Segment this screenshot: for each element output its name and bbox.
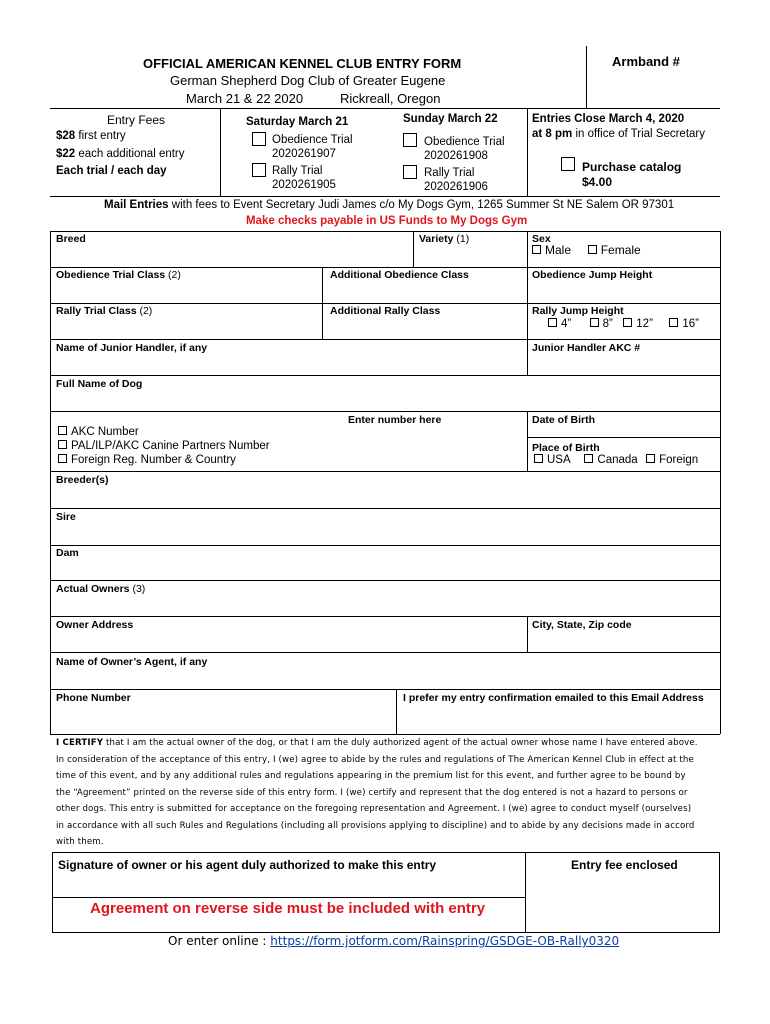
- female-checkbox[interactable]: [588, 245, 597, 254]
- online-entry-link[interactable]: https://form.jotform.com/Rainspring/GSDGE-OB-Rally0320: [270, 934, 620, 948]
- saturday-rally-label: Rally Trial: [272, 165, 323, 177]
- enter-number-label: Enter number here: [348, 414, 442, 426]
- jump-16-checkbox[interactable]: [669, 318, 678, 327]
- grid-left-border: [50, 231, 51, 734]
- agent-label: Name of Owner’s Agent, if any: [56, 656, 208, 668]
- saturday-rally-number: 2020261905: [272, 179, 336, 191]
- saturday-obedience-label: Obedience Trial: [272, 134, 353, 146]
- entry-fee-enclosed-label: Entry fee enclosed: [571, 858, 678, 872]
- sire-label: Sire: [56, 511, 76, 523]
- foreign-reg-option: Foreign Reg. Number & Country: [58, 454, 236, 466]
- grid-right-border: [720, 231, 721, 734]
- agreement-notice: Agreement on reverse side must be included with entry: [90, 900, 486, 917]
- sunday-rally-number: 2020261906: [424, 181, 488, 193]
- dob-label: Date of Birth: [532, 414, 595, 426]
- obedience-class-label: Obedience Trial Class (2): [56, 269, 181, 281]
- event-dates: March 21 & 22 2020: [186, 91, 304, 106]
- usa-checkbox[interactable]: [534, 454, 543, 463]
- foreign-checkbox[interactable]: [646, 454, 655, 463]
- online-prefix: Or enter online :: [168, 934, 271, 948]
- place-of-birth-label: Place of Birth: [532, 442, 600, 454]
- breed-label: Breed: [56, 233, 86, 245]
- male-checkbox[interactable]: [532, 245, 541, 254]
- certify-paragraph: I CERTIFY that I am the actual owner of the dog, or that I am the duly authorized agent of the actual owner whose name I have entered above. In consideration of the acceptance of this entry, I (we) agree to abide by the rules and regulations of The American Kennel Club in effect at the time of this event, and by any additional rules and regulations appearing in the premium list for this event, and further agree to be bound by the “Agreement” printed on the reverse side of this entry form. I (we) certify and represent that the dog entered is not a hazard to persons or other dogs. This entry is submitted for acceptance on the foregoing representation and Agreement. I (we) agree to conduct myself (ourselves) in accordance with all such Rules and Regulations (including all provisions applying to discipline) and to abide by any decisions made in accord with them.: [56, 738, 698, 847]
- sunday-heading: Sunday March 22: [403, 113, 498, 125]
- junior-handler-label: Name of Junior Handler, if any: [56, 342, 208, 354]
- owner-address-label: Owner Address: [56, 619, 134, 631]
- sunday-obedience-label: Obedience Trial: [424, 136, 505, 148]
- saturday-heading: Saturday March 21: [246, 116, 349, 128]
- club-name: German Shepherd Dog Club of Greater Eugene: [170, 73, 446, 88]
- saturday-rally-checkbox[interactable]: [252, 163, 266, 177]
- armband-divider: [586, 46, 587, 108]
- mail-instructions: Mail Entries with fees to Event Secretary Judi James c/o My Dogs Gym, 1265 Summer St NE Salem OR 97301: [104, 199, 675, 211]
- breeders-label: Breeder(s): [56, 474, 109, 486]
- akc-number-option: AKC Number: [58, 426, 139, 438]
- fee-additional: $22 each additional entry: [56, 148, 185, 160]
- male-label: Male: [545, 243, 572, 257]
- sunday-rally-checkbox[interactable]: [403, 165, 417, 179]
- saturday-obedience-number: 2020261907: [272, 148, 336, 160]
- jump-12-checkbox[interactable]: [623, 318, 632, 327]
- rally-jump-options: 4” 8” 12” 16”: [548, 318, 699, 330]
- canada-checkbox[interactable]: [584, 454, 593, 463]
- rally-jump-label: Rally Jump Height: [532, 305, 624, 317]
- purchase-catalog-price: $4.00: [582, 175, 613, 189]
- purchase-catalog-label: Purchase catalog: [582, 160, 682, 174]
- sex-options: [532, 243, 641, 257]
- phone-label: Phone Number: [56, 692, 131, 704]
- rally-class-label: Rally Trial Class (2): [56, 305, 153, 317]
- jump-8-checkbox[interactable]: [590, 318, 599, 327]
- obedience-jump-label: Obedience Jump Height: [532, 269, 653, 281]
- jump-4-checkbox[interactable]: [548, 318, 557, 327]
- signature-label: Signature of owner or his agent duly authorized to make this entry: [58, 858, 437, 872]
- sex-label: Sex: [532, 233, 551, 245]
- junior-akc-label: Junior Handler AKC #: [532, 342, 641, 354]
- entries-close-heading: Entries Close March 4, 2020: [532, 113, 685, 125]
- pal-checkbox[interactable]: [58, 440, 67, 449]
- top-line: [50, 108, 720, 109]
- place-of-birth-options: USA Canada Foreign: [534, 454, 698, 466]
- form-title: OFFICIAL AMERICAN KENNEL CLUB ENTRY FORM: [143, 56, 462, 71]
- pal-option: PAL/ILP/AKC Canine Partners Number: [58, 440, 270, 452]
- sunday-rally-label: Rally Trial: [424, 167, 475, 179]
- akc-number-checkbox[interactable]: [58, 426, 67, 435]
- saturday-obedience-checkbox[interactable]: [252, 132, 266, 146]
- additional-obedience-label: Additional Obedience Class: [330, 269, 469, 281]
- female-label: Female: [600, 243, 641, 257]
- additional-rally-label: Additional Rally Class: [330, 305, 441, 317]
- sunday-obedience-checkbox[interactable]: [403, 133, 417, 147]
- fee-first: $28 first entry: [56, 130, 126, 142]
- armband-label: Armband #: [612, 54, 680, 69]
- variety-label: Variety (1): [419, 233, 470, 245]
- dam-label: Dam: [56, 547, 79, 559]
- online-entry: [168, 934, 619, 948]
- foreign-reg-checkbox[interactable]: [58, 454, 67, 463]
- full-name-label: Full Name of Dog: [56, 378, 143, 390]
- checks-payable: Make checks payable in US Funds to My Dogs Gym: [246, 215, 528, 227]
- purchase-catalog-checkbox[interactable]: [561, 157, 575, 171]
- owners-label: Actual Owners (3): [56, 583, 146, 595]
- fee-each-trial: Each trial / each day: [56, 165, 167, 177]
- event-location: Rickreall, Oregon: [340, 91, 441, 106]
- sunday-obedience-number: 2020261908: [424, 150, 488, 162]
- email-preference-label: I prefer my entry confirmation emailed to this Email Address: [403, 692, 704, 704]
- entry-fees-heading: Entry Fees: [107, 113, 166, 127]
- signature-field[interactable]: [58, 872, 518, 894]
- entries-close-detail: at 8 pm in office of Trial Secretary: [532, 128, 705, 140]
- breed-input[interactable]: [56, 244, 406, 264]
- city-state-zip-label: City, State, Zip code: [532, 619, 632, 631]
